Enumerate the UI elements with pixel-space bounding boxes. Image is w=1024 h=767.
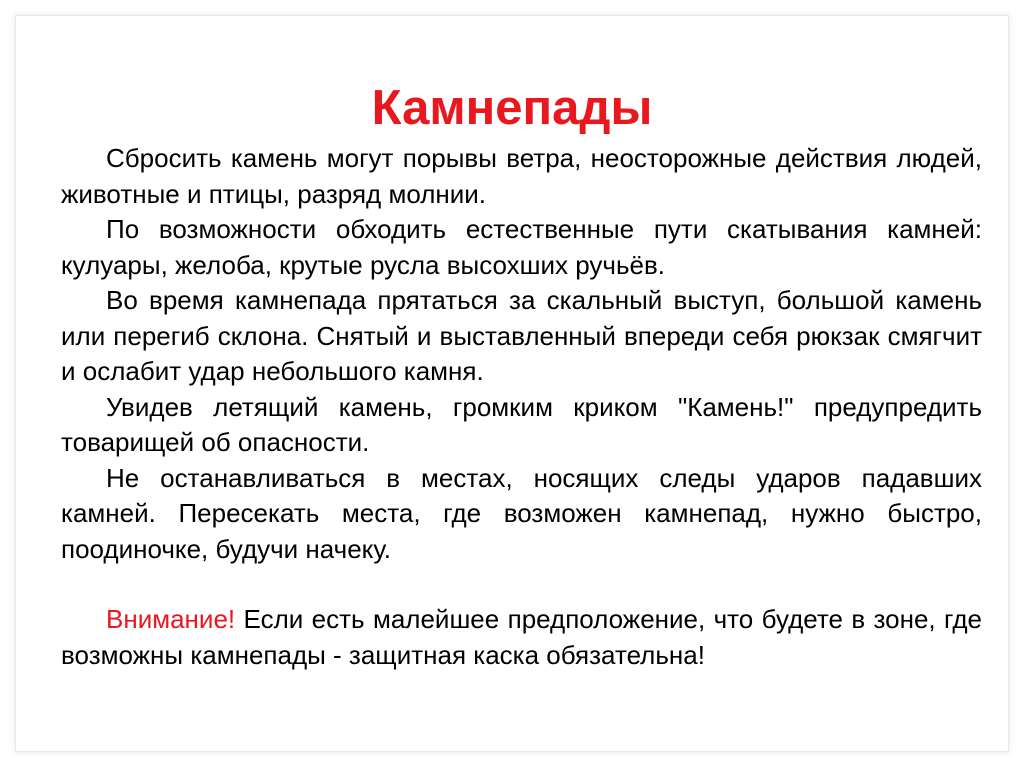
warning-text: Если есть малейшее предположение, что будете в зоне, где возможны камнепады - защитная каска обязательна! <box>61 604 982 670</box>
paragraph-warn-comrades: Увидев летящий камень, громким криком "Камень!" предупредить товарищей об опасности. <box>61 391 982 457</box>
warning-label: Внимание! <box>106 604 236 634</box>
paragraph-shelter: Во время камнепада прятаться за скальный выступ, большой камень или перегиб склона. Снятый и выставленный впереди себя рюкзак смягчит и ослабит удар небольшого камня. <box>61 285 982 386</box>
paragraph-causes: Сбросить камень могут порывы ветра, неосторожные действия людей, животные и птицы, разряд молнии. <box>61 143 982 209</box>
slide <box>15 15 1009 752</box>
warning-paragraph <box>61 602 982 673</box>
slide-title: Камнепады <box>371 81 653 135</box>
paragraph-crossing: Не останавливаться в местах, носящих следы ударов падавших камней. Пересекать места, где возможен камнепад, нужно быстро, поодиночке, будучи начеку. <box>61 462 982 564</box>
slide-body <box>61 141 982 673</box>
paragraph-avoid-paths: По возможности обходить естественные пути скатывания камней: кулуары, желоба, крутые русла высохших ручьёв. <box>61 214 982 280</box>
